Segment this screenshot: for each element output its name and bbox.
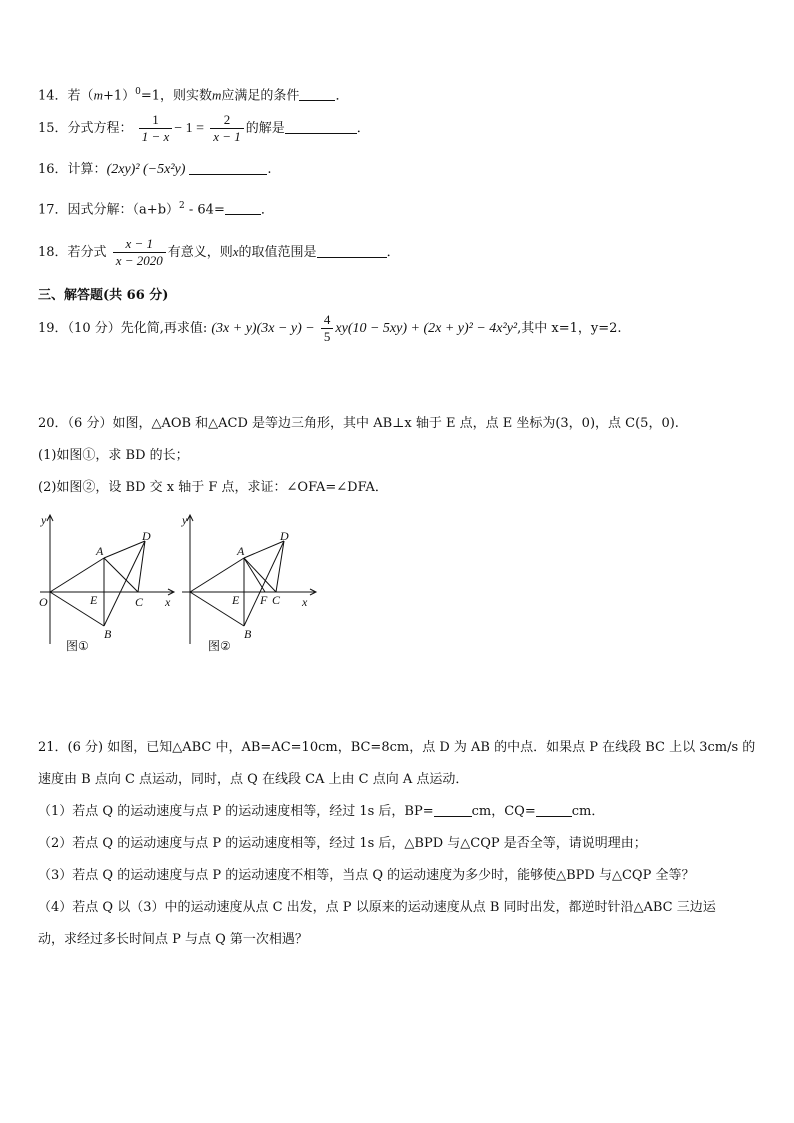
answer-blank[interactable] [225, 200, 261, 215]
question-20-stem: 20．（6 分）如图，△AOB 和△ACD 是等边三角形，其中 AB⊥x 轴于 E 点，点 E 坐标为(3，0)，点 C(5，0). [38, 416, 679, 431]
point-label-A: A [237, 544, 245, 558]
question-18 [38, 236, 400, 269]
figure-2 [176, 510, 326, 660]
q18-text-c: 的取值范围是 [238, 245, 317, 260]
q15-text: 分式方程： [67, 121, 133, 136]
question-14 [38, 82, 348, 106]
part1-text: （1）若点 Q 的运动速度与点 P 的运动速度相等，经过 1s 后，BP= [38, 804, 434, 819]
axis-label-x: x [302, 595, 308, 609]
figure-caption: 图① [66, 639, 89, 653]
period: ． [386, 245, 400, 260]
q14-text-d: 应满足的条件 [221, 88, 300, 104]
var-x: x [232, 244, 239, 259]
point-label-E: E [232, 593, 240, 607]
point-label-C: C [135, 595, 144, 609]
q18-text-b: 有意义，则 [167, 245, 233, 260]
q17-text: 因式分解：（a+b） [67, 202, 180, 218]
part1-text-b: cm，CQ= [471, 804, 536, 819]
point-label-B: B [244, 627, 252, 641]
q14-text-c: =1，则实数 [140, 88, 213, 104]
math-expression: (2xy)² (−5x²y) [106, 162, 186, 177]
segment-AF [244, 558, 265, 592]
fraction [321, 312, 334, 345]
fraction-denominator: x − 2020 [113, 252, 166, 269]
point-label-O: O [39, 595, 48, 609]
fraction-numerator: 4 [323, 312, 331, 327]
question-number: 19． [38, 321, 68, 336]
question-20-part2: (2)如图②，设 BD 交 x 轴于 F 点，求证：∠OFA=∠DFA． [38, 480, 388, 495]
question-21-part2: （2）若点 Q 的运动速度与点 P 的运动速度相等，经过 1s 后，△BPD 与△CQP 是否全等，请说明理由； [38, 836, 647, 851]
var-m: m [93, 87, 103, 103]
answer-blank[interactable] [285, 119, 357, 134]
exponent: 2 [179, 201, 185, 211]
math-text: − 1 = [174, 121, 205, 136]
q14-text: 若（ [67, 88, 94, 104]
q16-text: 计算： [67, 162, 107, 177]
section-heading: 三、解答题(共 66 分) [38, 288, 169, 303]
fraction-numerator: 1 [152, 112, 159, 127]
fraction [113, 236, 166, 269]
question-number: 16． [38, 162, 68, 177]
score: （10 分） [67, 321, 121, 336]
question-15 [38, 112, 370, 145]
question-21-part3: （3）若点 Q 的运动速度与点 P 的运动速度不相等，当点 Q 的运动速度为多少时，能够使△BPD 与△CQP 全等？ [38, 868, 695, 883]
q15-text-b: 的解是 [245, 121, 285, 136]
figure-1 [34, 510, 184, 660]
segment-AD [104, 541, 145, 558]
answer-blank[interactable] [189, 160, 267, 175]
period: ． [356, 121, 370, 136]
segment-AD [244, 541, 284, 558]
point-label-A: A [96, 544, 104, 558]
answer-blank[interactable] [299, 86, 335, 101]
segment-OA [50, 558, 104, 592]
question-16 [38, 160, 272, 180]
fraction-denominator: 5 [321, 328, 334, 345]
fraction [210, 112, 244, 145]
exponent: 0 [135, 87, 141, 97]
math-expression: (3x + y)(3x − y) − [211, 321, 315, 336]
answer-blank[interactable] [434, 802, 472, 817]
axis-label-y: y [41, 513, 47, 527]
point-label-B: B [104, 627, 112, 641]
part1-text-c: cm． [571, 804, 605, 819]
question-21-part1 [38, 802, 604, 822]
question-19 [38, 312, 622, 345]
axis-label-y: y [182, 513, 188, 527]
period: ． [260, 202, 274, 218]
point-label-E: E [90, 593, 98, 607]
q18-text: 若分式 [67, 245, 107, 260]
answer-blank[interactable] [536, 802, 572, 817]
var-m: m [212, 87, 222, 103]
math-expression: xy(10 − 5xy) + (2x + y)² − 4x²y² [335, 321, 518, 336]
segment-AC [244, 558, 276, 592]
fraction-denominator: 1 − x [139, 128, 173, 145]
segment-OA [190, 558, 244, 592]
segment-BD [244, 541, 284, 626]
fraction-numerator: x − 1 [125, 236, 153, 251]
question-21-part4: （4）若点 Q 以（3）中的运动速度从点 C 出发，点 P 以原来的运动速度从点 B 同时出发，都逆时针沿△ABC 三边运 [38, 900, 716, 915]
question-20-part1: (1)如图①，求 BD 的长； [38, 448, 189, 463]
q19-text: 先化简,再求值: [120, 321, 212, 336]
fraction-numerator: 2 [223, 112, 231, 127]
question-21-stem-2: 速度由 B 点向 C 点运动，同时，点 Q 在线段 CA 上由 C 点向 A 点运动． [38, 772, 469, 787]
period: . [267, 162, 272, 177]
segment-AC [104, 558, 138, 592]
q14-text-b: +1） [102, 88, 136, 104]
question-21-stem: 21．(6 分) 如图，已知△ABC 中，AB=AC=10cm，BC=8cm，点 D 为 AB 的中点．如果点 P 在线段 BC 上以 3cm/s 的 [38, 740, 756, 755]
question-number: 14． [38, 88, 68, 104]
period: ． [335, 88, 349, 104]
question-number: 18． [38, 245, 68, 260]
question-21-part4-cont: 动，求经过多长时间点 P 与点 Q 第一次相遇？ [38, 932, 308, 947]
point-label-C: C [272, 593, 281, 607]
point-label-D: D [142, 529, 151, 543]
fraction-denominator: x − 1 [210, 128, 244, 145]
point-label-F: F [260, 593, 268, 607]
answer-blank[interactable] [317, 243, 387, 258]
q17-text-b: - 64= [184, 202, 225, 218]
axis-label-x: x [165, 595, 171, 609]
q19-condition: ,其中 x=1，y=2. [517, 321, 622, 336]
question-number: 15． [38, 121, 68, 136]
fraction [139, 112, 173, 145]
question-17 [38, 196, 274, 220]
figure-caption: 图② [208, 639, 231, 653]
point-label-D: D [280, 529, 289, 543]
question-number: 17． [38, 202, 68, 218]
